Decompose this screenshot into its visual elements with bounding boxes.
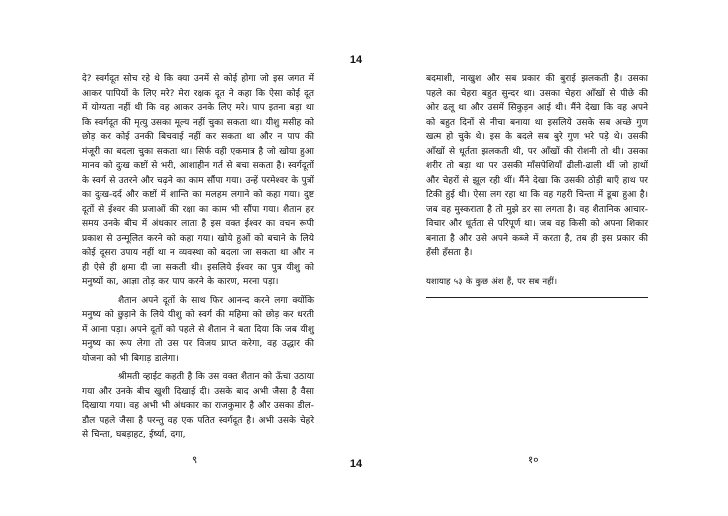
- page-number-top: 14: [349, 54, 363, 66]
- right-page-text: [426, 72, 648, 298]
- left-paragraph-2: शैतान अपने दूतों के साथ फिर आनन्द करने लगा क्योंकि मनुष्य को छुड़ाने के लिये यीशु को स्वर्ग की महिमा को छोड़ कर धरती में आना पड़ा। अपने दूतों को पहले से शैतान ने बता दिया कि जब यीशु मनुष्य का रूप लेगा तो उस पर विजय प्राप्त करेगा, वह उद्धार की योजना को भी बिगाड़ डालेगा।: [82, 295, 314, 364]
- left-page-folio: ९: [192, 455, 198, 466]
- left-paragraph-1: दे? स्वर्गदूत सोच रहे थे कि क्या उनमें से कोई होगा जो इस जगत में आकर पापियों के लिए मरे? मेरा रक्षक दूत ने कहा कि ऐसा कोई दूत में योग्यता नहीं थी कि वह आकर उनके लिए मरे। पाप इतना बड़ा था कि स्वर्गदूत की मृत्यु उसका मूल्य नहीं चुका सकता था। यीशु मसीह को छोड़ कर कोई उनकी बिचवाई नहीं कर सकता था और न पाप की मंजूरी का बदला चुका सकता था। सिर्फ वही एकमात्र है जो खोया हुआ मानव को दुःख कष्टों से भरी, आशाहीन गर्त से बचा सकता है। स्वर्गदूतों के स्वर्ग से उतरने और चढ़ने का काम सौंपा गया। उन्हें परमेश्वर के पुत्रों का दुःख-दर्द और कष्टों में शान्ति का मलहम लगाने को कहा गया। दुष्ट दूतों से ईश्वर की प्रजाओं की रक्षा का काम भी सौंपा गया। शैतान हर समय उनके बीच में अंधकार लाता है इस वक्त ईश्वर का वचन रूपी प्रकाश से उन्मूलित करने को कहा गया। खोये हुओं को बचाने के लिये कोई दूसरा उपाय नहीं था न व्यवस्था को बदला जा सकता था और न ही ऐसे ही क्षमा दी जा सकती थी। इसलिये ईश्वर का पुत्र यीशु को मनुष्यों का, आज्ञा तोड़ कर पाप करने के कारण, मरना पड़ा।: [82, 74, 314, 287]
- right-paragraph-1: बदमाशी, नाखुश और सब प्रकार की बुराई झलकती है। उसका पहले का चेहरा बहुत सुन्दर था। उसका चेहरा आँखों से पीछे की ओर ढलू था और उसमें सिकुड़न आई थी। मैंने देखा कि वह अपने को बहुत दिनों से नीचा बनाया था इसलिये उसके सब अच्छे गुण खत्म हो चुके थे। इस के बदले सब बुरे गुण भरे पड़े थे। उसकी आँखों से धूर्तता झलकती थी, पर आँखों की रोशनी तो थी। उसका शरीर तो बड़ा था पर उसकी माँसपेशियाँ ढीली-ढाली थीं जो हाथों और चेहरों से झूल रही थीं। मैंने देखा कि उसकी ठोड़ी बाएँ हाथ पर टिकी हुई थी। ऐसा लग रहा था कि वह गहरी चिन्ता में डूबा हुआ है। जब वह मुस्कराता है तो मुझे डर सा लगता है। वह शैतानिक आचार-विचार और धूर्तता से परिपूर्ण था। जब वह किसी को अपना शिकार बनाता है और उसे अपने कब्जे में करता है, तब ही इस प्रकार की हँसी हँसता है।: [426, 74, 648, 258]
- left-paragraph-3: श्रीमती व्हाईट कहती है कि उस वक्त शैतान को ऊँचा उठाया गया और उनके बीच खुशी दिखाई दी। उसके बाद अभी जैसा है वैसा दिखाया गया। वह अभी भी अंधकार का राजकुमार है और उसका डील-डौल पहले जैसा है परन्तु वह एक पतित स्वर्गदूत है। अभी उसके चेहरे से चिन्ता, घबड़ाहट, ईर्ष्या, दगा,: [82, 372, 314, 440]
- footnote: यशायाह ५३ के कुछ अंश हैं, पर सब नहीं।: [426, 276, 558, 287]
- right-page-folio: १०: [528, 455, 539, 466]
- footnote-rule: [426, 297, 648, 298]
- page-number-bottom: 14: [349, 458, 363, 470]
- left-page-text: [82, 72, 314, 443]
